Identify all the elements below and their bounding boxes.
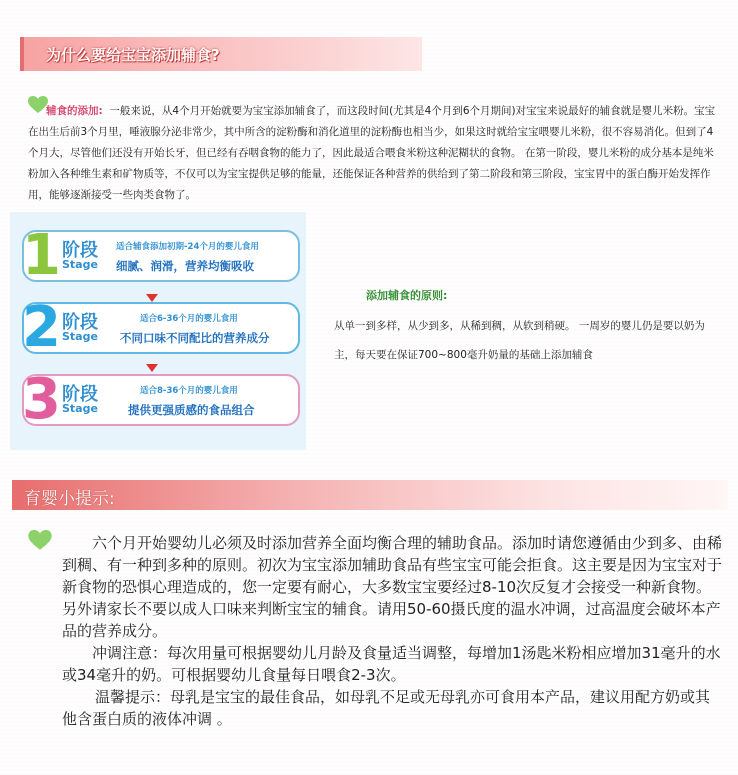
- rules-text: 从单一到多样，从少到多，从稀到稠，从软到稍硬。 一周岁的婴儿仍是要以奶为主，每天要在保证700~800毫升奶量的基础上添加辅食: [334, 320, 705, 361]
- stage-graphic: [10, 212, 306, 450]
- section-title: 为什么要给宝宝添加辅食?: [46, 46, 220, 64]
- stage-feature: 细腻、润滑，营养均衡吸收: [116, 259, 254, 273]
- section-banner-tips: [12, 480, 728, 510]
- stage-number: 2: [22, 295, 61, 360]
- stage-word: 阶段: [62, 312, 98, 333]
- stage-word: 阶段: [62, 384, 98, 405]
- stage-number: 1: [22, 223, 61, 288]
- stage-card-1: [22, 223, 300, 288]
- stage-word: 阶段: [62, 240, 98, 261]
- tips-paragraph: [62, 532, 722, 730]
- stage-age: 适合辅食添加初期-24个月的婴儿食用: [116, 242, 259, 252]
- down-triangle-icon: [146, 294, 158, 302]
- stage-age: 适合6-36个月的婴儿食用: [140, 314, 238, 324]
- stage-number: 3: [22, 367, 61, 432]
- intro-text: 一般来说，从4个月开始就要为宝宝添加辅食了，而这段时间(尤其是4个月到6个月期间)对宝宝来说最好的辅食就是婴儿米粉。宝宝在出生后前3个月里，唾液腺分泌非常少，其中所含的淀粉酶和消化道里的淀粉酶也相当少，如果这时就给宝宝喂婴儿米粉，很不容易消化。但到了4个月大，尽管他们还没有开始长牙，但已经有吞咽食物的能力了，因此最适合喂食米粉这种泥糊状的食物。 在第一阶段，婴儿米粉的成分基本是纯米粉加入各种维生素和矿物质等，不仅可以为宝宝提供足够的能量，还能保证各种营养的供给到了第二阶段和第三阶段，宝宝胃中的蛋白酶开始发挥作用，能够逐渐接受一些肉类食物了。: [28, 105, 716, 201]
- stage-feature: 不同口味不同配比的营养成分: [120, 331, 270, 345]
- stage-card-3: [22, 367, 300, 432]
- stage-card-2: [22, 295, 300, 360]
- tips-p1: 六个月开始婴幼儿必须及时添加营养全面均衡合理的辅助食品。添加时请您遵循由少到多、由稀到稠、有一种到多种的原则。初次为宝宝添加辅助食品有些宝宝可能会拒食。这主要是因为宝宝对于新食物的恐惧心理造成的，您一定要有耐心，大多数宝宝要经过8-10次反复才会接受一种新食物。另外请家长不要以成人口味来判断宝宝的辅食。请用50-60摄氏度的温水冲调，过高温度会破坏本产品的营养成分。: [62, 534, 723, 640]
- section-banner-why: [20, 37, 422, 71]
- heart-icon: [28, 530, 52, 551]
- tips-p2: 冲调注意：每次用量可根据婴幼儿月龄及食量适当调整，每增加1汤匙米粉相应增加31毫升的水或34毫升的奶。可根据婴幼儿食量每日喂食2-3次。: [62, 644, 721, 684]
- down-triangle-icon: [146, 364, 158, 372]
- rules-title: 添加辅食的原则:: [366, 289, 448, 302]
- stage-age: 适合8-36个月的婴儿食用: [140, 386, 238, 396]
- intro-lead: 辅食的添加:: [46, 105, 103, 117]
- section-title: 育婴小提示:: [24, 489, 115, 509]
- stage-en: Stage: [62, 402, 98, 415]
- stage-en: Stage: [62, 258, 98, 271]
- intro-paragraph: [28, 101, 718, 206]
- tips-p3: 温馨提示：母乳是宝宝的最佳食品，如母乳不足或无母乳亦可食用本产品，建议用配方奶或其他含蛋白质的液体冲调 。: [62, 688, 711, 728]
- stage-en: Stage: [62, 330, 98, 343]
- stage-feature: 提供更强质感的食品组合: [128, 403, 255, 417]
